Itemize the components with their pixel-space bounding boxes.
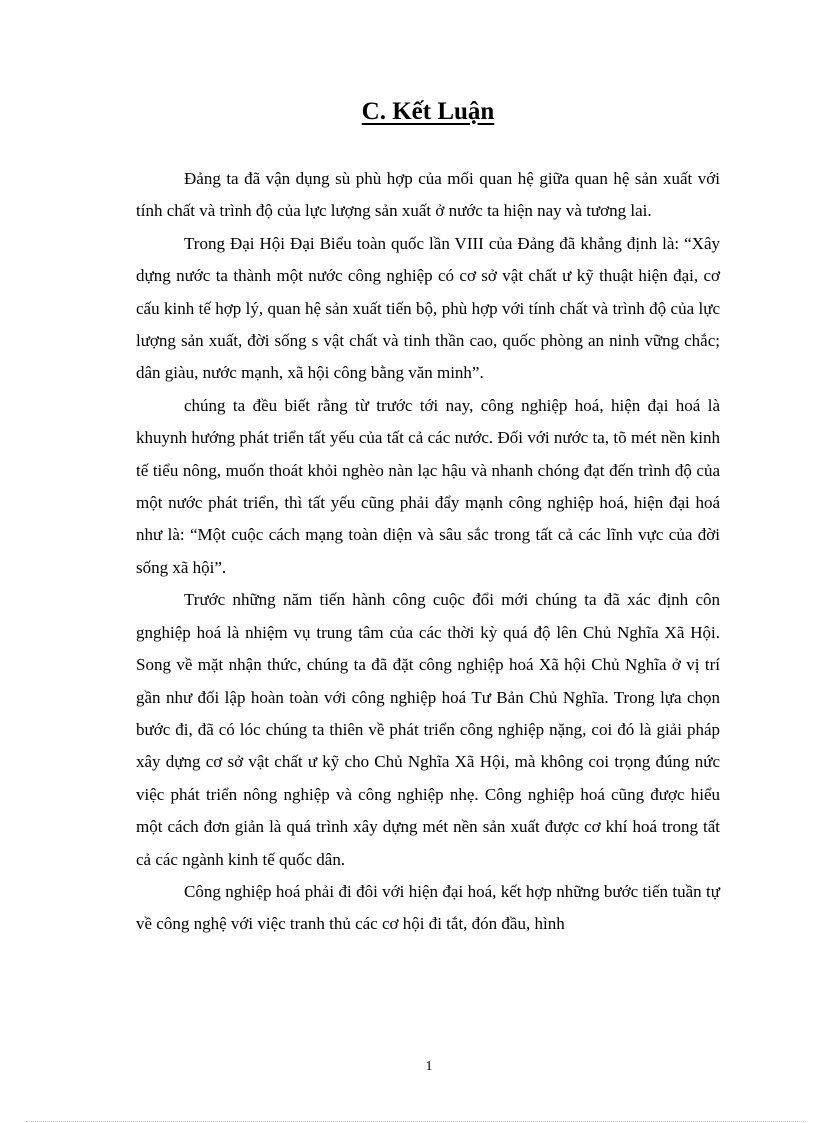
page-break-divider [26,1121,806,1122]
page-number: 1 [425,1059,433,1074]
paragraph-2: Trong Đại Hội Đại Biểu toàn quốc lần VIII của Đảng đã khẳng định là: “Xây dựng nước ta thành một nước công nghiệp có cơ sở vật chất ư kỹ thuật hiện đại, cơ cấu kinh tế hợp lý, quan hệ sản xuất tiến bộ, phù hợp với tính chất và trình độ của lực lượng sản xuất, đời sống s vật chất và tinh thần cao, quốc phòng an ninh vững chắc; dân giàu, nước mạnh, xã hội công bằng văn minh”. [136,233,720,383]
paragraph-1: Đảng ta đã vận dụng sù phù hợp của mối quan hệ giữa quan hệ sản xuất với tính chất và trình độ của lực lượng sản xuất ở nước ta hiện nay và tương lai. [136,169,720,221]
paragraph-5: Công nghiệp hoá phải đi đôi với hiện đại hoá, kết hợp những bước tiến tuần tự về công nghệ với việc tranh thủ các cơ hội đi tắt, đón đầu, hình [136,881,720,934]
section-title: C. Kết Luận [361,98,495,125]
paragraph-3: chúng ta đều biết rằng từ trước tới nay, công nghiệp hoá, hiện đại hoá là khuynh hướng phát triển tất yếu của tất cả các nước. Đối với nước ta, tõ mét nền kinh tế tiểu nông, muốn thoát khỏi nghèo nàn lạc hậu và nhanh chóng đạt đến trình độ của một nước phát triển, thì tất yếu cũng phải đẩy mạnh công nghiệp hoá, hiện đại hoá như là: “Một cuộc cách mạng toàn diện và sâu sắc trong tất cả các lĩnh vực của đời sống xã hội”. [136,395,720,577]
paragraph-4: Trước những năm tiến hành công cuộc đổi mới chúng ta đã xác định côn gnghiệp hoá là nhiệm vụ trung tâm của các thời kỳ quá độ lên Chủ Nghĩa Xã Hội. Song về mặt nhận thức, chúng ta đã đặt công nghiệp hoá Xã hội Chủ Nghĩa ở vị trí gần như đối lập hoàn toàn với công nghiệp hoá Tư Bản Chủ Nghĩa. Trong lựa chọn bước đi, đã có lóc chúng ta thiên về phát triển công nghiệp nặng, coi đó là giải pháp xây dựng cơ sở vật chất ư kỹ cho Chủ Nghĩa Xã Hội, mà không coi trọng đúng nức việc phát triển nông nghiệp và công nghiệp nhẹ. Công nghiệp hoá cũng được hiểu một cách đơn giản là quá trình xây dựng mét nền sản xuất được cơ khí hoá trong tất cả các ngành kinh tế quốc dân. [136,590,720,869]
body-text [136,163,720,941]
